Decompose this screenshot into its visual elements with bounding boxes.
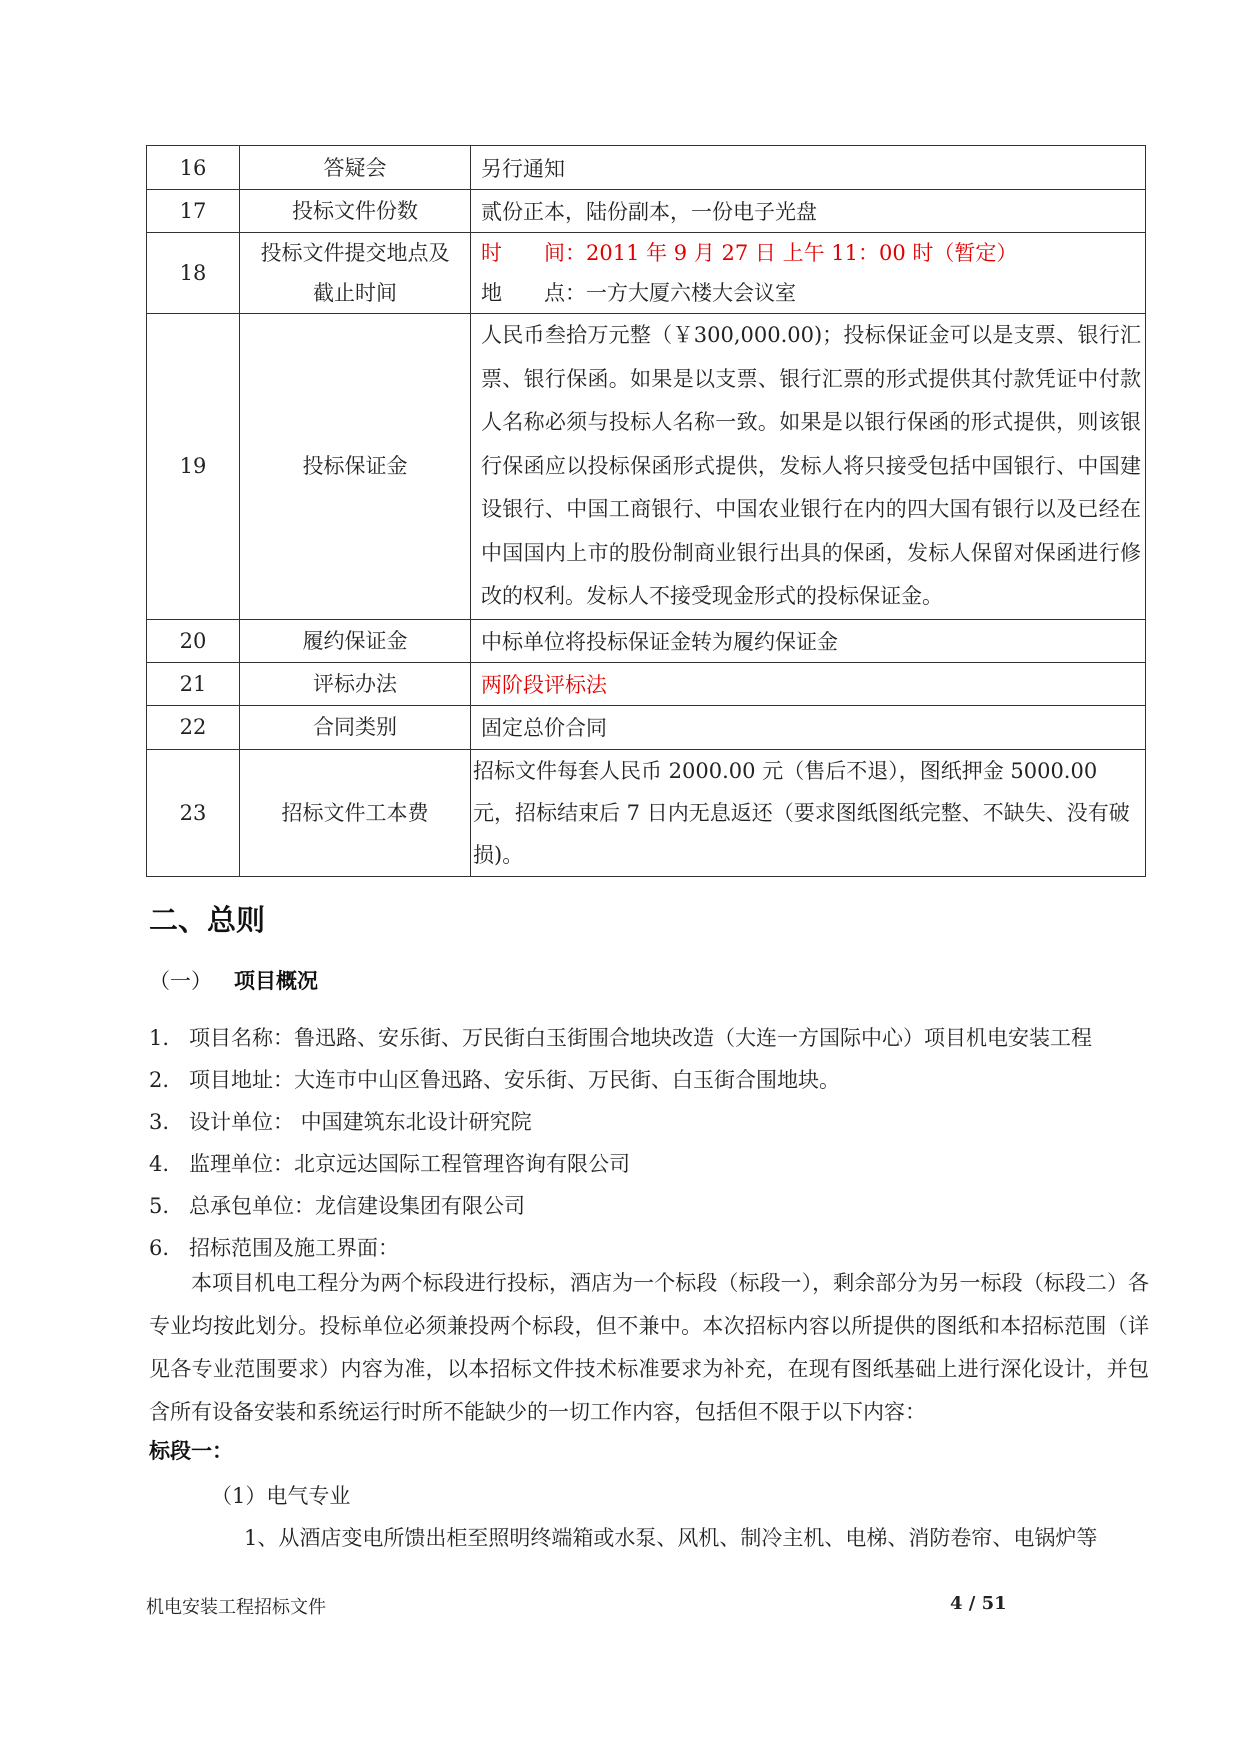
table-row (147, 190, 1146, 233)
list-item-number: 1. (149, 1026, 170, 1050)
row-item: 招标文件工本费 (240, 749, 471, 876)
list-item-text: 总承包单位：龙信建设集团有限公司 (189, 1194, 525, 1218)
section-heading: 二、总则 (149, 903, 266, 937)
segment-heading: 标段一： (149, 1439, 233, 1463)
footer-document-title: 机电安装工程招标文件 (146, 1597, 326, 1618)
list-item-text: 招标范围及施工界面： (189, 1236, 399, 1260)
row-number: 19 (147, 314, 240, 620)
row-number: 16 (147, 146, 240, 190)
row-item-line: 投标文件提交地点及 (260, 241, 450, 265)
row-number: 17 (147, 190, 240, 233)
list-item-text: 监理单位：北京远达国际工程管理咨询有限公司 (189, 1152, 630, 1176)
list-item-text: 项目地址：大连市中山区鲁迅路、安乐街、万民街、白玉街合围地块。 (189, 1068, 840, 1092)
tender-info-table (146, 145, 1146, 877)
row-content: 招标文件每套人民币 2000.00 元（售后不退），图纸押金 5000.00 元，招标结束后 7 日内无息返还（要求图纸图纸完整、不缺失、没有破损)。 (471, 749, 1146, 876)
row-item-line: 截止时间 (313, 281, 397, 305)
table-row (147, 619, 1146, 662)
row-number: 22 (147, 705, 240, 749)
list-item-number: 5. (149, 1194, 170, 1218)
row-content: 贰份正本，陆份副本，一份电子光盘 (471, 190, 1146, 233)
scope-paragraph: 本项目机电工程分为两个标段进行投标，酒店为一个标段（标段一），剩余部分为另一标段（标段二）各专业均按此划分。投标单位必须兼投两个标段，但不兼中。本次招标内容以所提供的图纸和本招标范围（详见各专业范围要求）内容为准，以本招标文件技术标准要求为补充，在现有图纸基础上进行深化设计，并包含所有设备安装和系统运行时所不能缺少的一切工作内容，包括但不限于以下内容： (149, 1271, 1149, 1424)
row-content: 两阶段评标法 (471, 662, 1146, 705)
row-content: 人民币叁拾万元整（￥300,000.00)；投标保证金可以是支票、银行汇票、银行保函。如果是以支票、银行汇票的形式提供其付款凭证中付款人名称必须与投标人名称一致。如果是以银行保函的形式提供，则该银行保函应以投标保函形式提供，发标人将只接受包括中国银行、中国建设银行、中国工商银行、中国农业银行在内的四大国有银行以及已经在中国国内上市的股份制商业银行出具的保函，发标人保留对保函进行修改的权利。发标人不接受现金形式的投标保证金。 (471, 314, 1146, 620)
row-item (240, 233, 471, 314)
row-content: 另行通知 (471, 146, 1146, 190)
list-item (149, 1143, 1149, 1185)
table-row (147, 705, 1146, 749)
list-item (149, 1101, 1149, 1143)
row-number: 21 (147, 662, 240, 705)
row-item: 答疑会 (240, 146, 471, 190)
row-number: 18 (147, 233, 240, 314)
row-content (471, 233, 1146, 314)
row-number: 23 (147, 749, 240, 876)
subsection-number: （一） (149, 969, 212, 993)
row-item: 投标文件份数 (240, 190, 471, 233)
project-overview-list (149, 1017, 1149, 1269)
list-item (149, 1017, 1149, 1059)
list-item-text: 设计单位： 中国建筑东北设计研究院 (189, 1110, 532, 1134)
table-row (147, 314, 1146, 620)
discipline-heading: （1）电气专业 (211, 1484, 351, 1508)
deadline-time: 时 间：2011 年 9 月 27 日 上午 11：00 时（暂定） (481, 241, 1018, 265)
row-item: 合同类别 (240, 705, 471, 749)
row-content: 中标单位将投标保证金转为履约保证金 (471, 619, 1146, 662)
list-item-number: 3. (149, 1110, 170, 1134)
row-item: 评标办法 (240, 662, 471, 705)
scope-item: 1、从酒店变电所馈出柜至照明终端箱或水泵、风机、制冷主机、电梯、消防卷帘、电锅炉等 (244, 1526, 1098, 1550)
row-item: 投标保证金 (240, 314, 471, 620)
table-row (147, 749, 1146, 876)
list-item-text: 项目名称：鲁迅路、安乐街、万民街白玉街围合地块改造（大连一方国际中心）项目机电安装工程 (189, 1026, 1092, 1050)
list-item (149, 1059, 1149, 1101)
footer-page-number: 4 / 51 (950, 1593, 1007, 1614)
table-row (147, 146, 1146, 190)
list-item-number: 2. (149, 1068, 170, 1092)
submission-location: 地 点：一方大厦六楼大会议室 (481, 281, 796, 305)
table-row (147, 233, 1146, 314)
list-item-number: 6. (149, 1236, 170, 1260)
list-item (149, 1185, 1149, 1227)
subsection-title: 项目概况 (234, 969, 318, 993)
row-number: 20 (147, 619, 240, 662)
list-item-number: 4. (149, 1152, 170, 1176)
subsection-heading (149, 965, 318, 995)
row-item: 履约保证金 (240, 619, 471, 662)
row-content: 固定总价合同 (471, 705, 1146, 749)
table-row (147, 662, 1146, 705)
